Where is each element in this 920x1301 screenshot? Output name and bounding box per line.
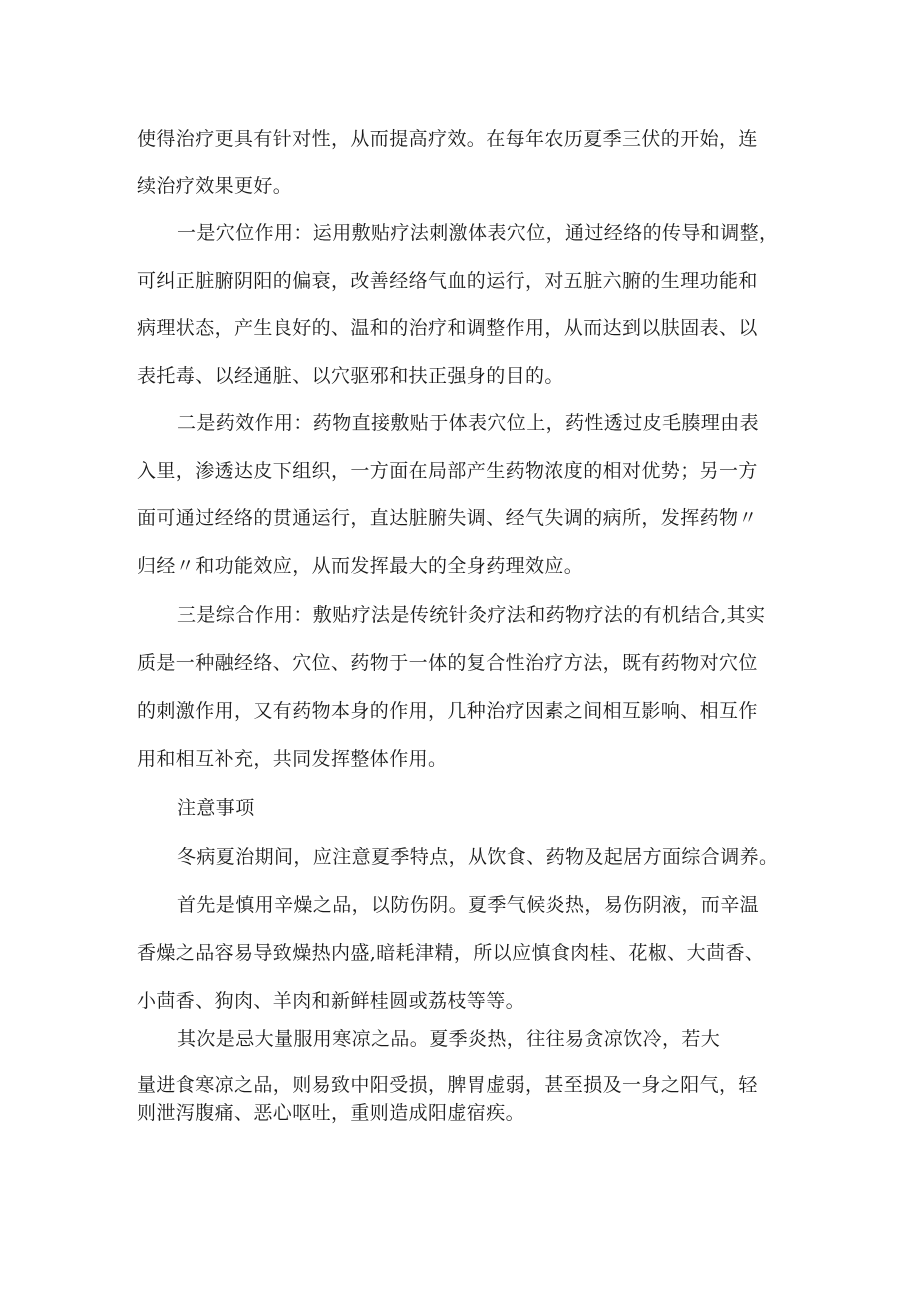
text-line: 使得治疗更具有针对性，从而提高疗效。在每年农历夏季三伏的开始，连 [137,128,758,150]
text-line: 面可通过经络的贯通运行，直达脏腑失调、经气失调的病所，发挥药物〃 [137,507,758,529]
text-line: 量进食寒凉之品，则易致中阳受损，脾胃虚弱，甚至损及一身之阳气，轻 [137,1074,758,1096]
text-line: 入里，渗透达皮下组织，一方面在局部产生药物浓度的相对优势；另一方 [137,460,758,482]
paragraph-start-line: 首先是慎用辛燥之品，以防伤阴。夏季气候炎热，易伤阴液，而辛温 [177,894,760,916]
text-line: 归经〃和功能效应，从而发挥最大的全身药理效应。 [137,555,584,577]
text-line: 续治疗效果更好。 [137,175,293,197]
paragraph-start-line: 其次是忌大量服用寒凉之品。夏季炎热，往往易贪凉饮冷，若大 [177,1028,721,1050]
paragraph-start-line: 一是穴位作用：运用敷贴疗法刺激体表穴位，通过经络的传导和调整， [177,222,779,244]
text-line: 表托毒、以经通脏、以穴驱邪和扶正强身的目的。 [137,365,564,387]
text-line: 小茴香、狗肉、羊肉和新鲜桂圆或荔枝等等。 [137,990,526,1012]
text-line: 香燥之品容易导致燥热内盛,暗耗津精，所以应慎食肉桂、花椒、大茴香、 [137,942,765,964]
paragraph-start-line: 冬病夏治期间，应注意夏季特点，从饮食、药物及起居方面综合调养。 [177,846,779,868]
text-line: 病理状态，产生良好的、温和的治疗和调整作用，从而达到以肤固表、以 [137,317,758,339]
section-heading: 注意事项 [177,797,255,819]
text-line: 可纠正脏腑阴阳的偏衰，改善经络气血的运行，对五脏六腑的生理功能和 [137,270,758,292]
text-line: 则泄泻腹痛、恶心呕吐，重则造成阳虚宿疾。 [137,1102,526,1124]
text-line: 用和相互补充，共同发挥整体作用。 [137,748,448,770]
text-line: 的刺激作用，又有药物本身的作用，几种治疗因素之间相互影响、相互作 [137,700,758,722]
text-line: 质是一种融经络、穴位、药物于一体的复合性治疗方法，既有药物对穴位 [137,652,758,674]
paragraph-start-line: 三是综合作用：敷贴疗法是传统针灸疗法和药物疗法的有机结合,其实 [177,604,766,626]
paragraph-start-line: 二是药效作用：药物直接敷贴于体表穴位上，药性透过皮毛腠理由表 [177,412,760,434]
